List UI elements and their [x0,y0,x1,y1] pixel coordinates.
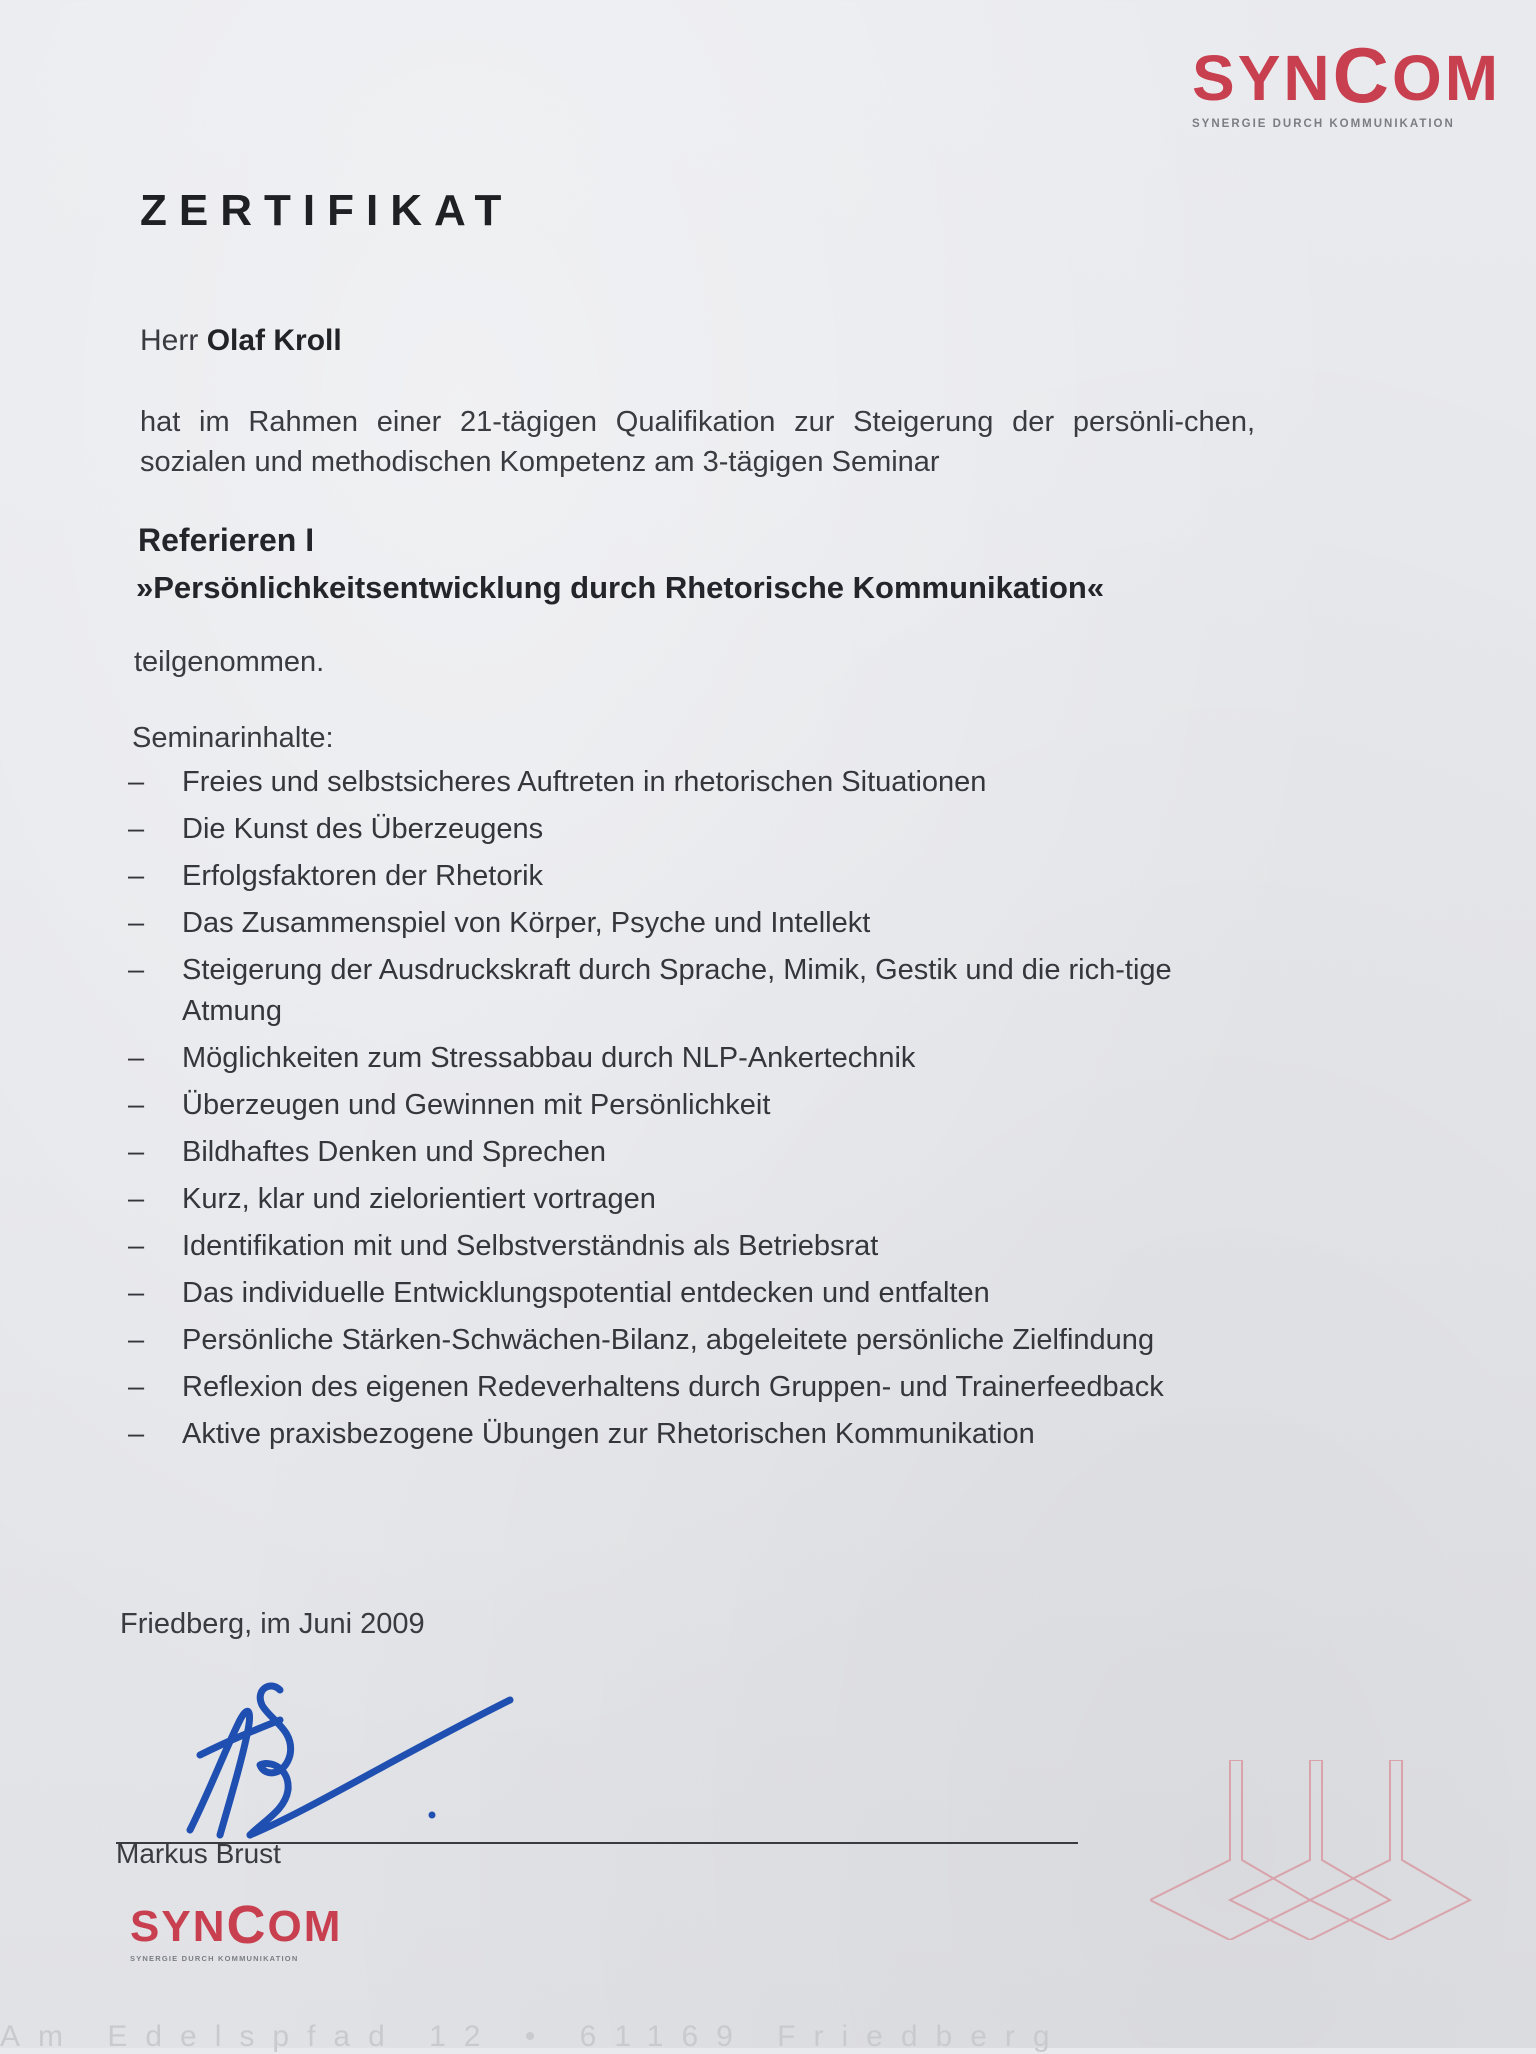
dash-icon: – [128,1183,145,1215]
signer-name: Markus Brust [116,1838,281,1869]
list-item: – Reflexion des eigenen Redeverhaltens durch Gruppen- und Trainerfeedback [128,1367,1268,1408]
certificate-title: ZERTIFIKAT [140,186,514,235]
list-item: – Möglichkeiten zum Stressabbau durch NLP-Ankertechnik [128,1038,1268,1079]
list-item: – Kurz, klar und zielorientiert vortragen [128,1179,1268,1220]
syncom-logo-bottom [130,1896,350,1963]
salutation: Herr [140,324,199,357]
list-item: – Überzeugen und Gewinnen mit Persönlichkeit [128,1085,1268,1126]
seminar-title: Referieren I [138,522,315,558]
signature-icon [170,1660,530,1860]
seminar-subtitle: »Persönlichkeitsentwicklung durch Rhetorische Kommunikation« [136,570,1105,605]
list-item: – Das Zusammenspiel von Körper, Psyche und Intellekt [128,903,1268,944]
seminar-contents-list [128,762,1268,1461]
dash-icon: – [128,954,145,986]
participated-text: teilgenommen. [134,646,325,678]
dash-icon: – [128,1042,145,1074]
list-item: – Steigerung der Ausdruckskraft durch Sprache, Mimik, Gestik und die rich-tige Atmung [128,950,1268,1032]
contents-label: Seminarinhalte: [132,722,334,754]
logo-wordmark: SYNCOM [130,1895,343,1955]
dash-icon: – [128,1136,145,1168]
dash-icon: – [128,1277,145,1309]
decorative-diamond-graphic-icon [1150,1760,1480,1940]
dash-icon: – [128,1418,145,1450]
place-date: Friedberg, im Juni 2009 [120,1608,425,1640]
footer-address: Am Edelspfad 12 • 61169 Friedberg [0,2020,1068,2053]
list-item: – Die Kunst des Überzeugens [128,809,1268,850]
list-item: – Identifikation mit und Selbstverständnis als Betriebsrat [128,1226,1268,1267]
dash-icon: – [128,1371,145,1403]
logo-tagline: SYNERGIE DURCH KOMMUNIKATION [1192,118,1455,130]
recipient-line [140,324,342,358]
dash-icon: – [128,860,145,892]
dash-icon: – [128,1089,145,1121]
logo-wordmark: SYNCOM [1192,31,1502,119]
dash-icon: – [128,907,145,939]
recipient-name: Olaf Kroll [206,324,342,357]
intro-text: hat im Rahmen einer 21-tägigen Qualifikation zur Steigerung der persönli-chen, sozialen und methodischen Kompetenz am 3-tägigen Seminar [140,406,1255,478]
list-item: – Erfolgsfaktoren der Rhetorik [128,856,1268,897]
logo-tagline: SYNERGIE DURCH KOMMUNIKATION [130,1954,299,1963]
dash-icon: – [128,813,145,845]
list-item: – Aktive praxisbezogene Übungen zur Rhetorischen Kommunikation [128,1414,1268,1455]
list-item: – Persönliche Stärken-Schwächen-Bilanz, abgeleitete persönliche Zielfindung [128,1320,1268,1361]
dash-icon: – [128,1324,145,1356]
dash-icon: – [128,766,145,798]
list-item: – Bildhaftes Denken und Sprechen [128,1132,1268,1173]
dash-icon: – [128,1230,145,1262]
list-item: – Freies und selbstsicheres Auftreten in rhetorischen Situationen [128,762,1268,803]
list-item: – Das individuelle Entwicklungspotential entdecken und entfalten [128,1273,1268,1314]
syncom-logo-top [1192,31,1504,130]
